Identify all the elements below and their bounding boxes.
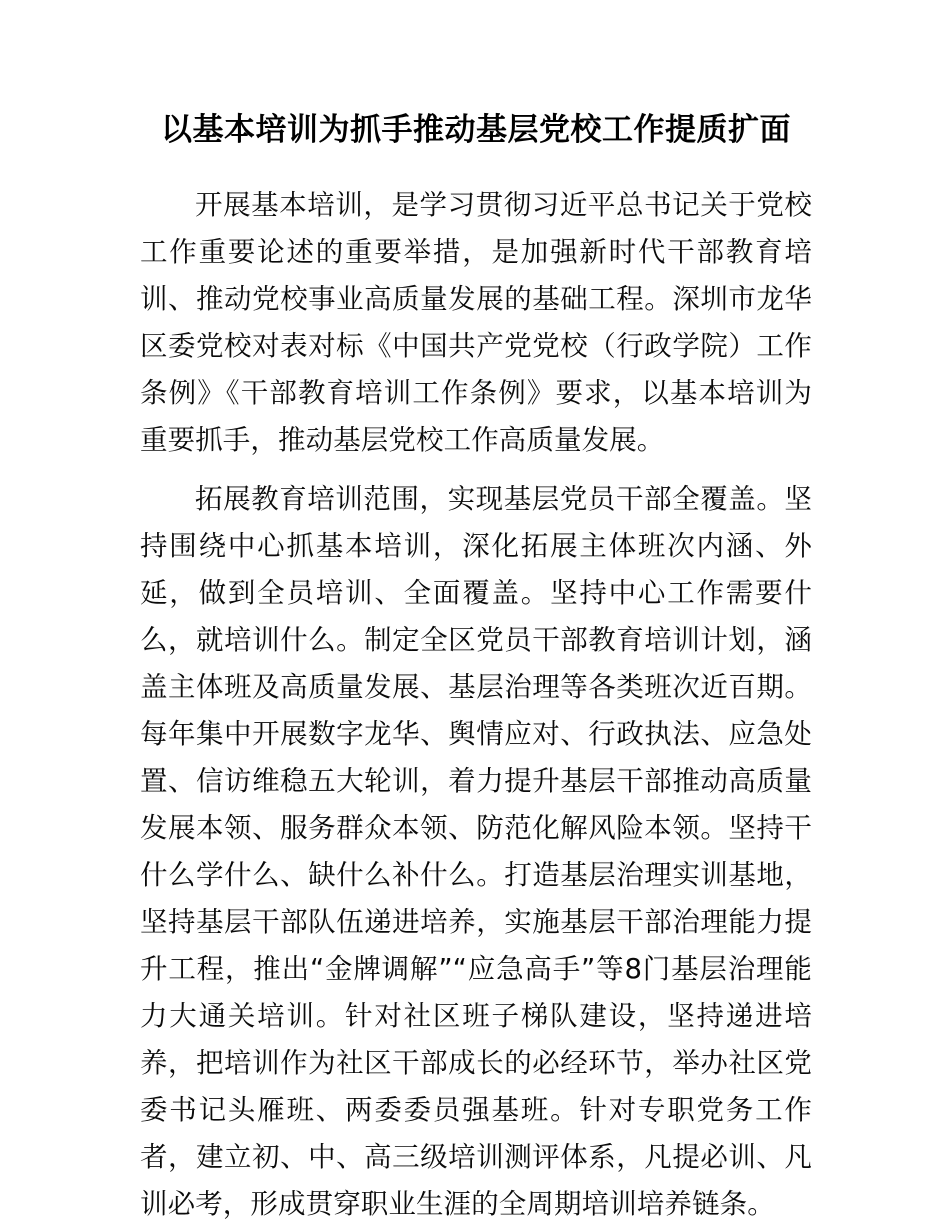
- page-title: 以基本培训为抓手推动基层党校工作提质扩面: [161, 112, 791, 148]
- document-body: [140, 150, 812, 1228]
- document-content: [140, 0, 812, 1228]
- body-paragraph: 开展基本培训，是学习贯彻习近平总书记关于党校工作重要论述的重要举措，是加强新时代干部教育培训、推动党校事业高质量发展的基础工程。深圳市龙华区委党校对表对标《中国共产党党校（行政学院）工作条例》《干部教育培训工作条例》要求，以基本培训为重要抓手，推动基层党校工作高质量发展。: [140, 189, 812, 456]
- body-paragraph: 拓展教育培训范围，实现基层党员干部全覆盖。坚持围绕中心抓基本培训，深化拓展主体班次内涵、外延，做到全员培训、全面覆盖。坚持中心工作需要什么，就培训什么。制定全区党员干部教育培训计划，涵盖主体班及高质量发展、基层治理等各类班次近百期。每年集中开展数字龙华、舆情应对、行政执法、应急处置、信访维稳五大轮训，着力提升基层干部推动高质量发展本领、服务群众本领、防范化解风险本领。坚持干什么学什么、缺什么补什么。打造基层治理实训基地，坚持基层干部队伍递进培养，实施基层干部治理能力提升工程，推出“金牌调解”“应急高手”等8门基层治理能力大通关培训。针对社区班子梯队建设，坚持递进培养，把培训作为社区干部成长的必经环节，举办社区党委书记头雁班、两委委员强基班。针对专职党务工作者，建立初、中、高三级培训测评体系，凡提必训、凡训必考，形成贯穿职业生涯的全周期培训培养链条。: [140, 483, 812, 1220]
